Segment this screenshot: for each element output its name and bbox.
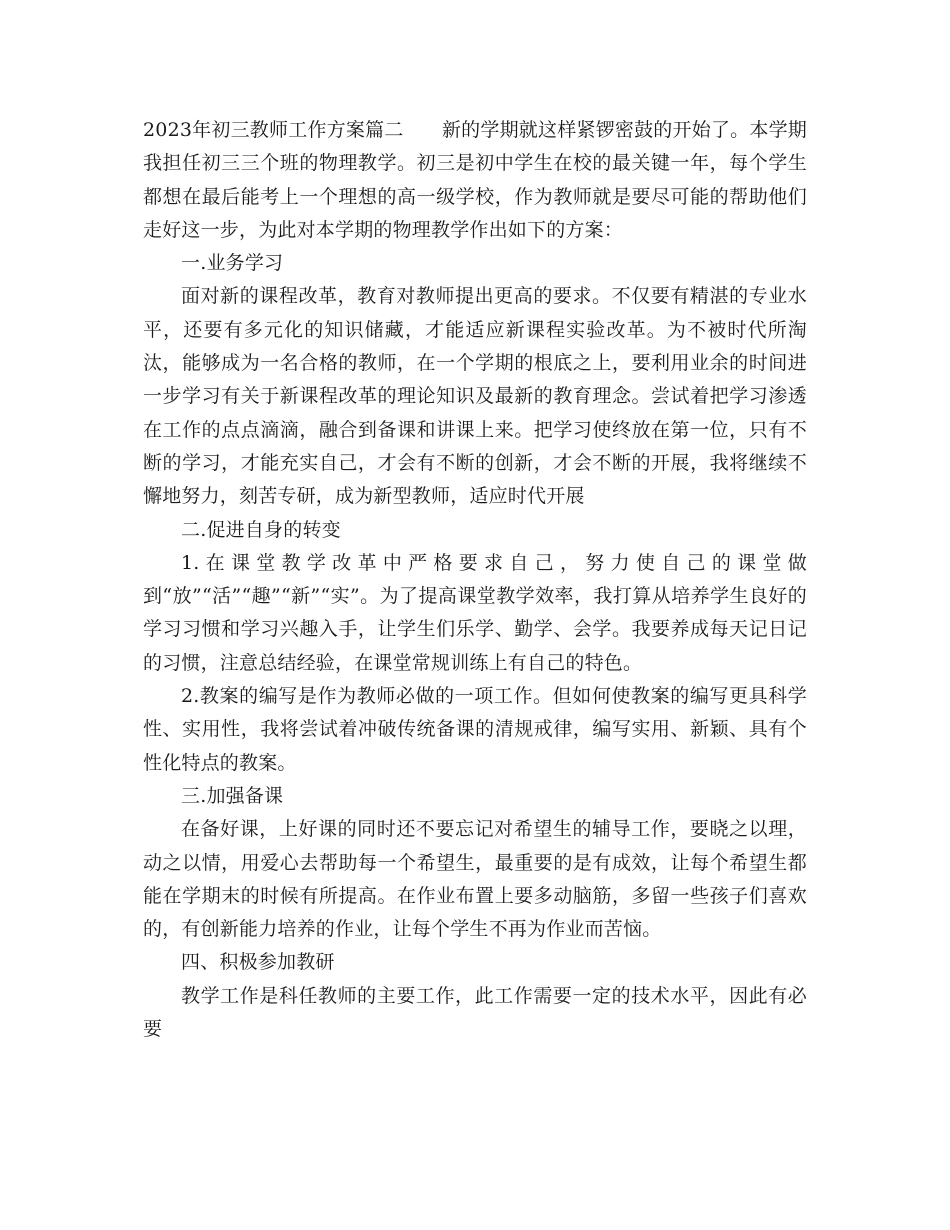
section-3-paragraph: 在备好课，上好课的同时还不要忘记对希望生的辅导工作，要晓之以理，动之以情，用爱心去帮助每一个希望生，最重要的是有成效，让每个希望生都能在学期末的时候有所提高。在作业布置上要多动脑筋，多留一些孩子们喜欢的，有创新能力培养的作业，让每个学生不再为作业而苦恼。 xyxy=(143,818,807,941)
document-body xyxy=(143,114,807,1046)
intro-paragraph: 2023年初三教师工作方案篇二 新的学期就这样紧锣密鼓的开始了。本学期我担任初三三个班的物理教学。初三是初中学生在校的最关键一年，每个学生都想在最后能考上一个理想的高一级学校，作为教师就是要尽可能的帮助他们走好这一步，为此对本学期的物理教学作出如下的方案： xyxy=(143,119,807,241)
section-4-paragraph: 教学工作是科任教师的主要工作，此工作需要一定的技术水平，因此有必要 xyxy=(143,984,807,1041)
section-heading-3: 三.加强备课 xyxy=(181,784,284,807)
section-1-paragraph: 面对新的课程改革，教育对教师提出更高的要求。不仅要有精湛的专业水平，还要有多元化的知识储藏，才能适应新课程实验改革。为不被时代所淘汰，能够成为一名合格的教师，在一个学期的根底之上，要利用业余的时间进一步学习有关于新课程改革的理论知识及最新的教育理念。尝试着把学习渗透在工作的点点滴滴，融合到备课和讲课上来。把学习使终放在第一位，只有不断的学习，才能充实自己，才会有不断的创新，才会不断的开展，我将继续不懈地努力，刻苦专研，成为新型教师，适应时代开展 xyxy=(143,285,807,508)
section-2-item-1: 1.在课堂教学改革中严格要求自己，努力使自己的课堂做到“放”“活”“趣”“新”“实”。为了提高课堂教学效率，我打算从培养学生良好的学习习惯和学习兴趣入手，让学生们乐学、勤学、会学。我要养成每天记日记的习惯，注意总结经验，在课堂常规训练上有自己的特色。 xyxy=(143,551,807,674)
section-heading-1: 一.业务学习 xyxy=(181,252,284,275)
section-2-item-2: 2.教案的编写是作为教师必做的一项工作。但如何使教案的编写更具科学性、实用性，我将尝试着冲破传统备课的清规戒律，编写实用、新颖、具有个性化特点的教案。 xyxy=(143,685,807,774)
section-heading-2: 二.促进自身的转变 xyxy=(181,518,341,541)
section-heading-4: 四、积极参加教研 xyxy=(181,951,335,974)
